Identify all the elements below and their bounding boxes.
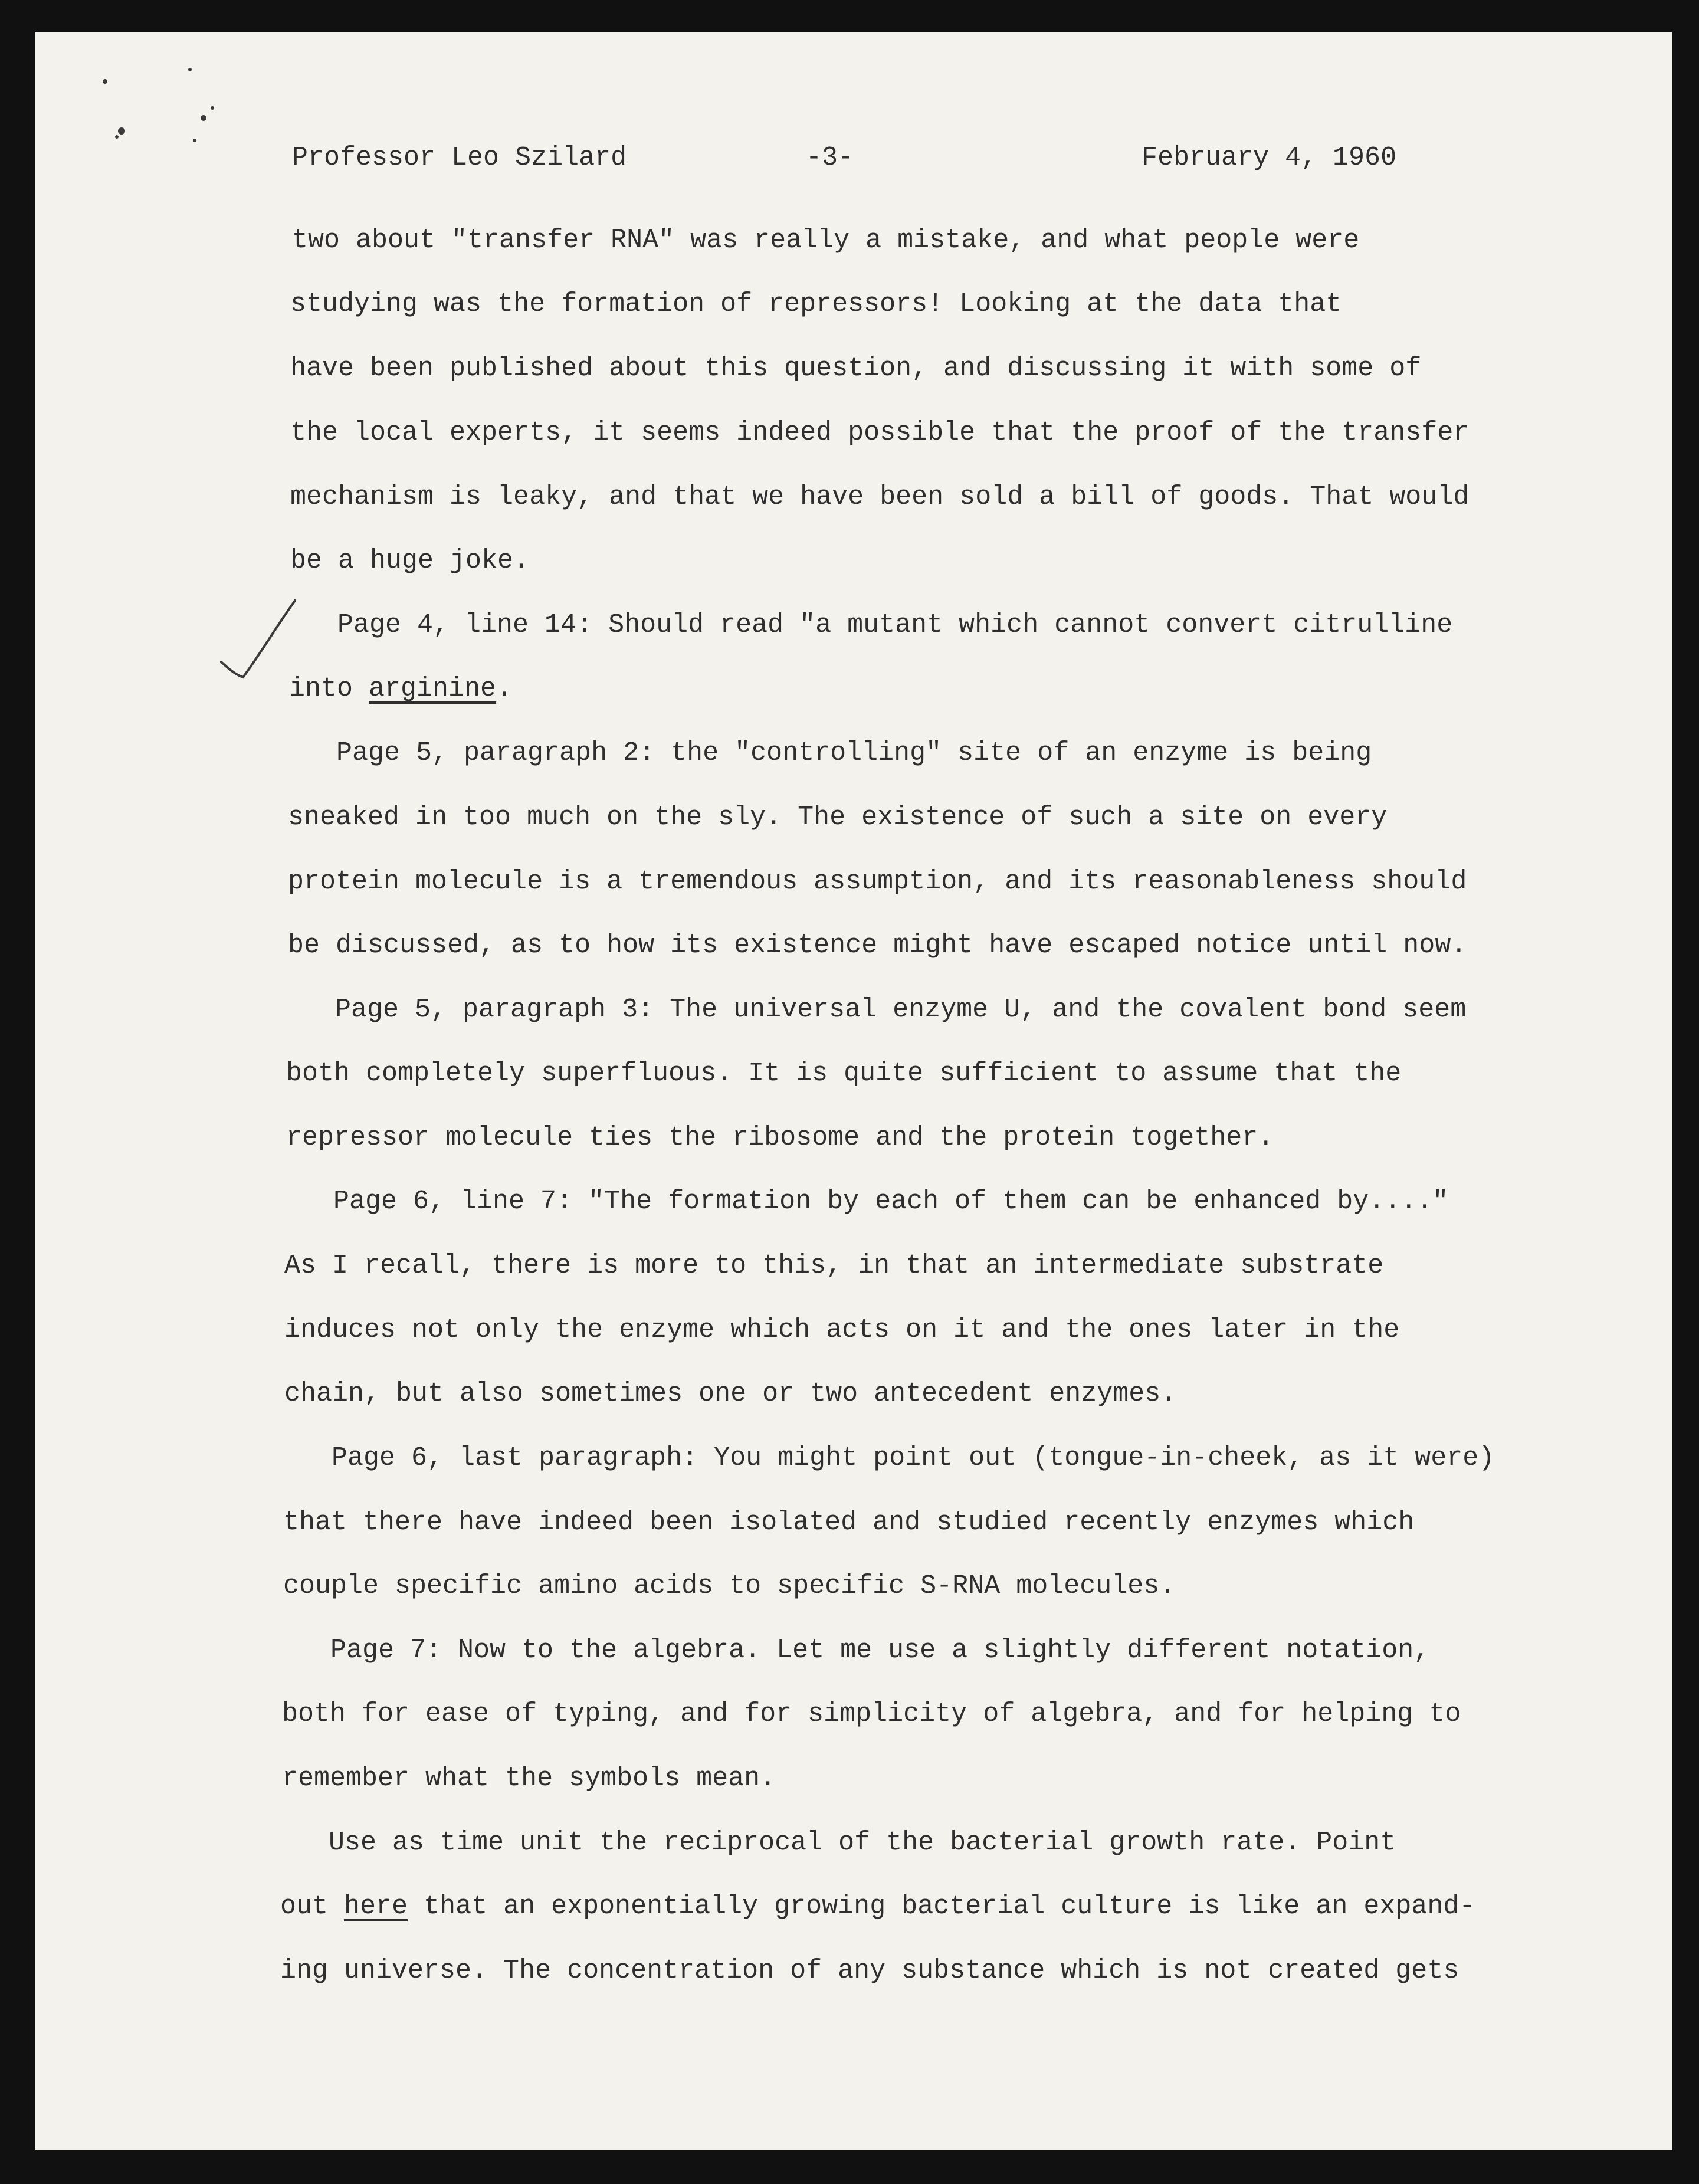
body-line: remember what the symbols mean.: [282, 1763, 776, 1793]
body-line: [280, 1893, 1475, 1920]
body-line: Page 6, line 7: "The formation by each of them can be enhanced by....": [333, 1186, 1449, 1216]
body-text: .: [496, 674, 513, 704]
body-text: out: [280, 1891, 345, 1921]
body-line: both completely superfluous. It is quite sufficient to assume that the: [286, 1058, 1402, 1088]
body-line: Page 5, paragraph 2: the "controlling" site of an enzyme is being: [336, 738, 1372, 768]
body-text: that an exponentially growing bacterial culture is like an expand-: [408, 1891, 1475, 1921]
body-line: be discussed, as to how its existence might have escaped notice until now.: [288, 930, 1467, 960]
body-line: sneaked in too much on the sly. The existence of such a site on every: [288, 802, 1388, 832]
body-line: Use as time unit the reciprocal of the bacterial growth rate. Point: [329, 1828, 1396, 1858]
body-line: [289, 675, 512, 702]
body-line: Page 7: Now to the algebra. Let me use a slightly different notation,: [330, 1635, 1430, 1665]
body-line: As I recall, there is more to this, in that an intermediate substrate: [284, 1251, 1384, 1281]
body-line: studying was the formation of repressors! Looking at the data that: [290, 289, 1342, 319]
body-line: both for ease of typing, and for simplicity of algebra, and for helping to: [282, 1699, 1461, 1729]
body-line: repressor molecule ties the ribosome and the protein together.: [286, 1123, 1274, 1153]
underlined-word: arginine: [369, 674, 497, 704]
body-line: Page 5, paragraph 3: The universal enzyme U, and the covalent bond seem: [335, 995, 1467, 1025]
body-line: mechanism is leaky, and that we have been sold a bill of goods. That would: [290, 482, 1470, 512]
body-line: ing universe. The concentration of any substance which is not created gets: [280, 1956, 1459, 1986]
header-recipient: Professor Leo Szilard: [292, 143, 627, 173]
body-line: be a huge joke.: [290, 546, 530, 576]
body-line: Page 6, last paragraph: You might point out (tongue-in-cheek, as it were): [332, 1443, 1495, 1473]
body-line: couple specific amino acids to specific S-RNA molecules.: [283, 1571, 1176, 1601]
body-line: that there have indeed been isolated and studied recently enzymes which: [283, 1507, 1415, 1537]
handwritten-checkmark-icon: [218, 596, 307, 684]
body-text: into: [289, 674, 369, 704]
underlined-word: here: [344, 1891, 408, 1921]
body-line: the local experts, it seems indeed possible that the proof of the transfer: [290, 418, 1470, 448]
body-line: Page 4, line 14: Should read "a mutant which cannot convert citrulline: [337, 610, 1453, 640]
body-line: induces not only the enzyme which acts on it and the ones later in the: [284, 1315, 1400, 1345]
body-line: protein molecule is a tremendous assumption, and its reasonableness should: [288, 867, 1467, 897]
body-line: have been published about this question, and discussing it with some of: [290, 353, 1422, 383]
header-date: February 4, 1960: [1142, 143, 1397, 173]
header-page-number: -3-: [806, 143, 854, 173]
body-line: two about "transfer RNA" was really a mistake, and what people were: [292, 225, 1360, 255]
body-line: chain, but also sometimes one or two antecedent enzymes.: [284, 1379, 1177, 1409]
